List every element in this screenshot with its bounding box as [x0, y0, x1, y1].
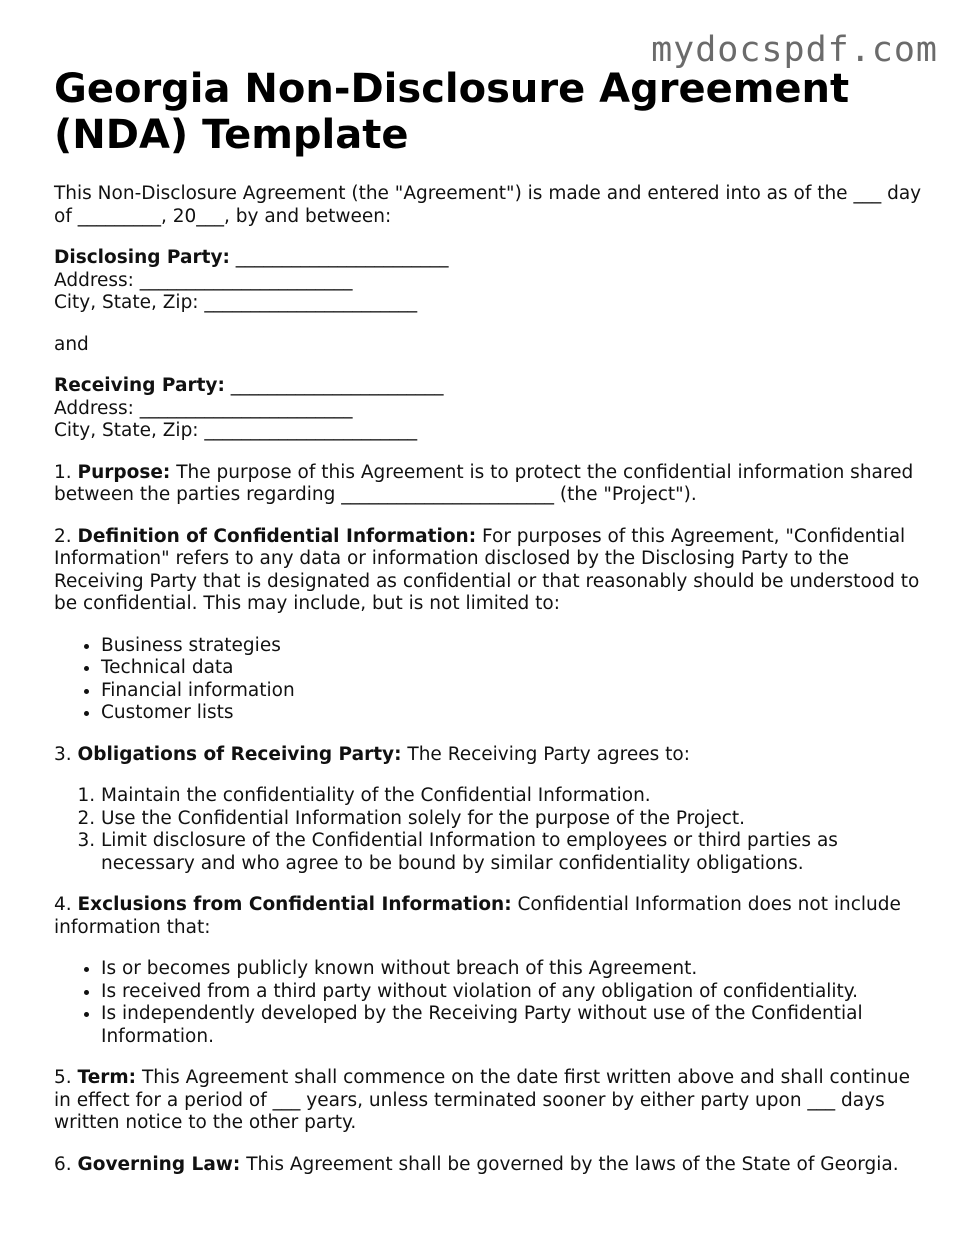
section-number: 6. — [54, 1153, 72, 1175]
list-item: • Is received from a third party without violation of any obligation of confidentiality. — [101, 981, 924, 1004]
section-number: 5. — [54, 1067, 72, 1088]
disclosing-party-city: City, State, Zip: _______________________ — [54, 292, 418, 313]
definition-list — [54, 635, 924, 725]
disclosing-party-address: Address: _______________________ — [54, 269, 353, 291]
document-page — [54, 66, 924, 1176]
section-number: 2. — [54, 525, 72, 547]
section-heading: Obligations of Receiving Party: — [77, 743, 402, 765]
list-item: • Technical data — [101, 657, 924, 680]
and-text: and — [54, 333, 89, 355]
disclosing-party-blank: _______________________ — [235, 247, 449, 268]
section-number: 4. — [54, 894, 72, 915]
intro-paragraph: This Non-Disclosure Agreement (the "Agreement") is made and entered into as of the ___ day of _________, 20___, by and between: — [54, 183, 922, 227]
list-item: 1. Maintain the confidentiality of the Confidential Information. — [101, 785, 924, 808]
watermark: mydocspdf.com — [651, 30, 938, 70]
list-item: • Is independently developed by the Receiving Party without use of the Confidential Information. — [101, 1003, 924, 1048]
obligations-list — [54, 785, 924, 875]
disclosing-party-block — [54, 247, 924, 315]
section-definition — [54, 526, 924, 616]
section-text: The purpose of this Agreement is to protect the confidential information shared between the parties regarding _______________________ (the "Project"). — [54, 461, 914, 505]
section-text: Confidential Information does not include information that: — [54, 894, 901, 938]
section-term — [54, 1067, 924, 1135]
section-text: This Agreement shall be governed by the laws of the State of Georgia. — [246, 1153, 899, 1175]
disclosing-party-label: Disclosing Party: — [54, 247, 230, 268]
section-governing-law — [54, 1154, 924, 1177]
receiving-party-address: Address: _______________________ — [54, 397, 353, 419]
section-heading: Purpose: — [77, 461, 171, 483]
section-purpose — [54, 462, 924, 507]
list-item: • Financial information — [101, 680, 924, 703]
section-text: For purposes of this Agreement, "Confidential Information" refers to any data or information disclosed by the Disclosing Party to the Receiving Party that is designated as confidential or that reasonably should be understood to be confidential. This may include, but is not limited to: — [54, 525, 920, 614]
disclosing-party-line — [54, 247, 924, 270]
list-item: 2. Use the Confidential Information solely for the purpose of the Project. — [101, 808, 924, 831]
section-exclusions — [54, 894, 924, 939]
section-heading: Term: — [77, 1067, 137, 1088]
receiving-party-block — [54, 375, 924, 443]
receiving-party-city: City, State, Zip: _______________________ — [54, 420, 418, 441]
section-heading: Exclusions from Confidential Information: — [77, 894, 512, 915]
document-title: Georgia Non-Disclosure Agreement (NDA) Template — [54, 66, 850, 158]
list-item: 3. Limit disclosure of the Confidential Information to employees or third parties as necessary and who agree to be bound by similar confidentiality obligations. — [101, 830, 924, 875]
section-heading: Definition of Confidential Information: — [77, 525, 477, 547]
list-item: • Customer lists — [101, 702, 924, 725]
receiving-party-line — [54, 375, 924, 398]
list-item: • Business strategies — [101, 635, 924, 658]
section-number: 1. — [54, 461, 72, 483]
section-number: 3. — [54, 743, 72, 765]
section-heading: Governing Law: — [77, 1153, 241, 1175]
list-item: • Is or becomes publicly known without breach of this Agreement. — [101, 958, 924, 981]
section-text: The Receiving Party agrees to: — [407, 743, 690, 765]
receiving-party-label: Receiving Party: — [54, 375, 225, 396]
section-obligations — [54, 744, 924, 767]
exclusions-list — [54, 958, 924, 1048]
section-text: This Agreement shall commence on the date first written above and shall continue in effect for a period of ___ years, unless terminated sooner by either party upon ___ days written notice to the other party. — [54, 1067, 910, 1133]
receiving-party-blank: _______________________ — [230, 375, 444, 396]
